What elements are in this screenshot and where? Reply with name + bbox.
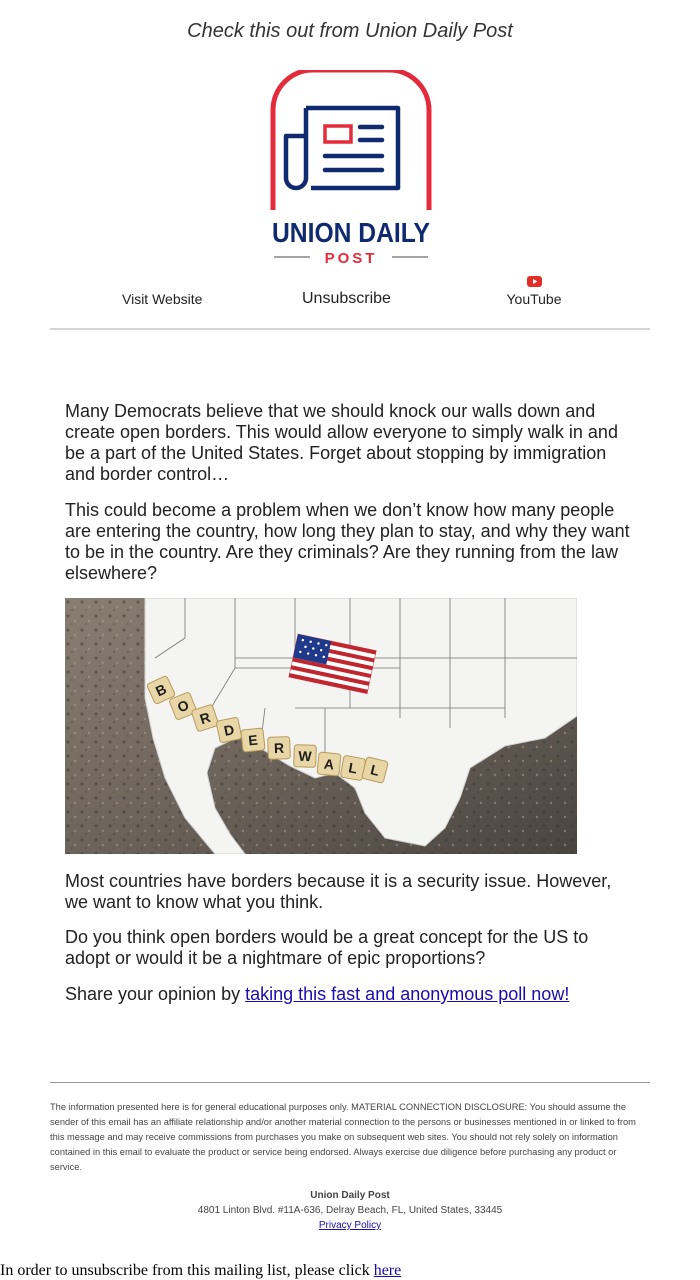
unsubscribe-footer [0,1262,401,1280]
company-name: Union Daily Post [310,1190,390,1201]
letter-die [362,757,389,784]
letter-die [216,717,242,743]
paragraph-1-text: Many Democrats believe that we should knock our walls down and create open borders. This would allow everyone to simply walk in and be a part of the United States. Forget about stopping by immigration and border control… [65,401,618,484]
poll-prompt: Share your opinion by [65,984,246,1004]
paragraph-1 [65,401,637,485]
paragraph-3-text: Most countries have borders because it is a security issue. However, we want to know what you think. [65,871,612,912]
unsubscribe-footer-text: In order to unsubscribe from this mailing list, please click [0,1262,374,1279]
svg-text:D: D [222,721,236,739]
privacy-policy-link[interactable]: Privacy Policy [318,1220,382,1231]
paragraph-3 [65,871,637,913]
letter-die [294,745,317,768]
email-nav [50,276,650,316]
svg-text:L: L [347,759,359,777]
unsubscribe-here-link[interactable]: here [373,1262,402,1279]
visit-website-link[interactable]: Visit Website [122,291,203,307]
svg-text:W: W [298,747,312,765]
paragraph-4 [65,927,637,969]
letter-die [317,752,341,776]
poll-link[interactable]: taking this fast and anonymous poll now! [245,984,570,1004]
footer-divider [50,1082,650,1083]
youtube-link[interactable] [506,276,562,307]
svg-text:R: R [197,708,213,728]
email-intro: Check this out from Union Daily Post [187,20,513,42]
paragraph-5 [65,984,637,1005]
border-wall-image [65,598,577,854]
svg-text:R: R [273,739,285,757]
svg-text:A: A [323,755,335,773]
letter-die [268,737,291,760]
logo-name-bottom: POST [324,250,378,267]
youtube-icon [527,276,542,287]
newspaper-icon [273,70,429,210]
svg-text:L: L [368,761,382,779]
paragraph-2 [65,500,637,584]
logo-name-top: UNION DAILY [272,217,431,248]
letter-die [241,728,265,752]
svg-text:E: E [247,731,259,749]
disclosure-text: The information presented here is for general educational purposes only. MATERIAL CONNECTION DISCLOSURE: You should assume the sender of this email has an affiliate relationship and/or another material connection to the persons or businesses mentioned in or linked to from this message and may receive commissions from purchases you make on subsequent web sites. You should not rely solely on information contained in this email to evaluate the product or service being endorsed. Always exercise due diligence before purchasing any product or service. [50,1102,636,1172]
company-address: 4801 Linton Blvd. #11A-636, Delray Beach, FL, United States, 33445 [197,1205,503,1216]
svg-text:O: O [174,696,192,716]
paragraph-4-text: Do you think open borders would be a great concept for the US to adopt or would it be a nightmare of epic proportions? [65,927,589,968]
paragraph-2-text: This could become a problem when we don’t know how many people are entering the country, how long they plan to stay, and why they want to be in the country. Are they criminals? Are they running from the law elsewhere? [65,500,630,583]
privacy-policy-row [50,1218,650,1233]
header-divider [50,328,650,330]
svg-text:B: B [153,680,169,700]
union-daily-post-logo [268,70,434,270]
unsubscribe-link[interactable]: Unsubscribe [302,290,391,307]
youtube-label: YouTube [506,291,562,307]
